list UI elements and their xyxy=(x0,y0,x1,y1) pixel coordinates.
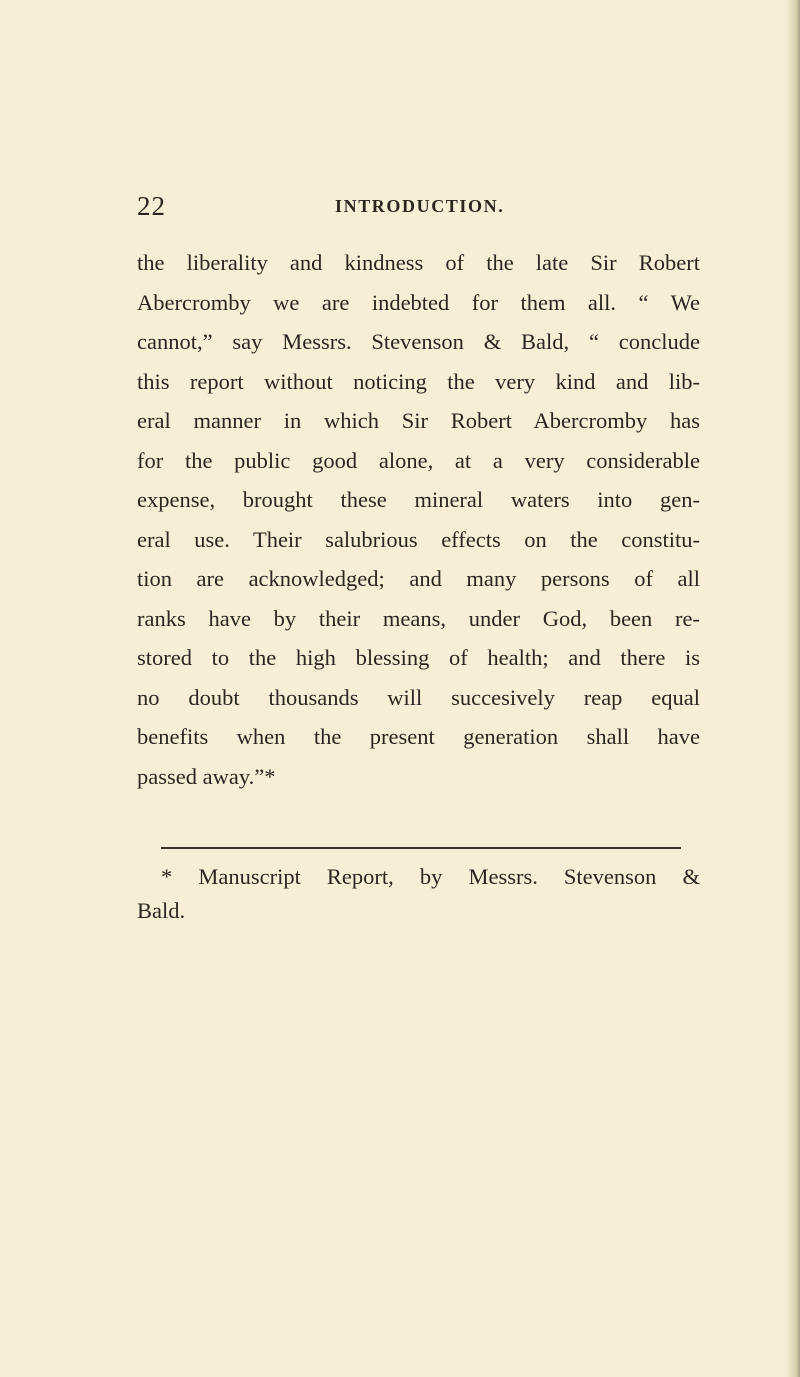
body-line: this report without noticing the very kind and lib- xyxy=(137,368,700,394)
footnote-line: * Manuscript Report, by Messrs. Stevenson & xyxy=(161,864,700,889)
footnote-rule xyxy=(161,847,681,849)
footnote xyxy=(137,860,700,928)
body-paragraph xyxy=(137,243,700,796)
page-number: 22 xyxy=(137,191,166,221)
body-line: ranks have by their means, under God, been re- xyxy=(137,605,700,631)
footnote-line: Bald. xyxy=(137,898,186,923)
body-line: stored to the high blessing of health; and there is xyxy=(137,645,700,670)
body-line: eral manner in which Sir Robert Abercromby has xyxy=(137,408,700,433)
body-line: Abercromby we are indebted for them all. “ We xyxy=(137,289,700,315)
body-line: cannot,” say Messrs. Stevenson & Bald, “ conclude xyxy=(137,329,700,354)
body-line: benefits when the present generation shall have xyxy=(137,724,700,749)
page-edge-shadow xyxy=(786,0,800,1377)
body-line: for the public good alone, at a very considerable xyxy=(137,447,700,473)
body-line: expense, brought these mineral waters into gen- xyxy=(137,487,700,512)
body-line: the liberality and kindness of the late Sir Robert xyxy=(137,250,700,275)
body-line: tion are acknowledged; and many persons of all xyxy=(137,566,700,591)
running-head: INTRODUCTION. xyxy=(335,196,505,216)
body-line: eral use. Their salubrious effects on the constitu- xyxy=(137,526,700,552)
body-line: no doubt thousands will succesively reap equal xyxy=(137,684,700,710)
page-header xyxy=(137,191,697,221)
body-line: passed away.”* xyxy=(137,763,276,789)
